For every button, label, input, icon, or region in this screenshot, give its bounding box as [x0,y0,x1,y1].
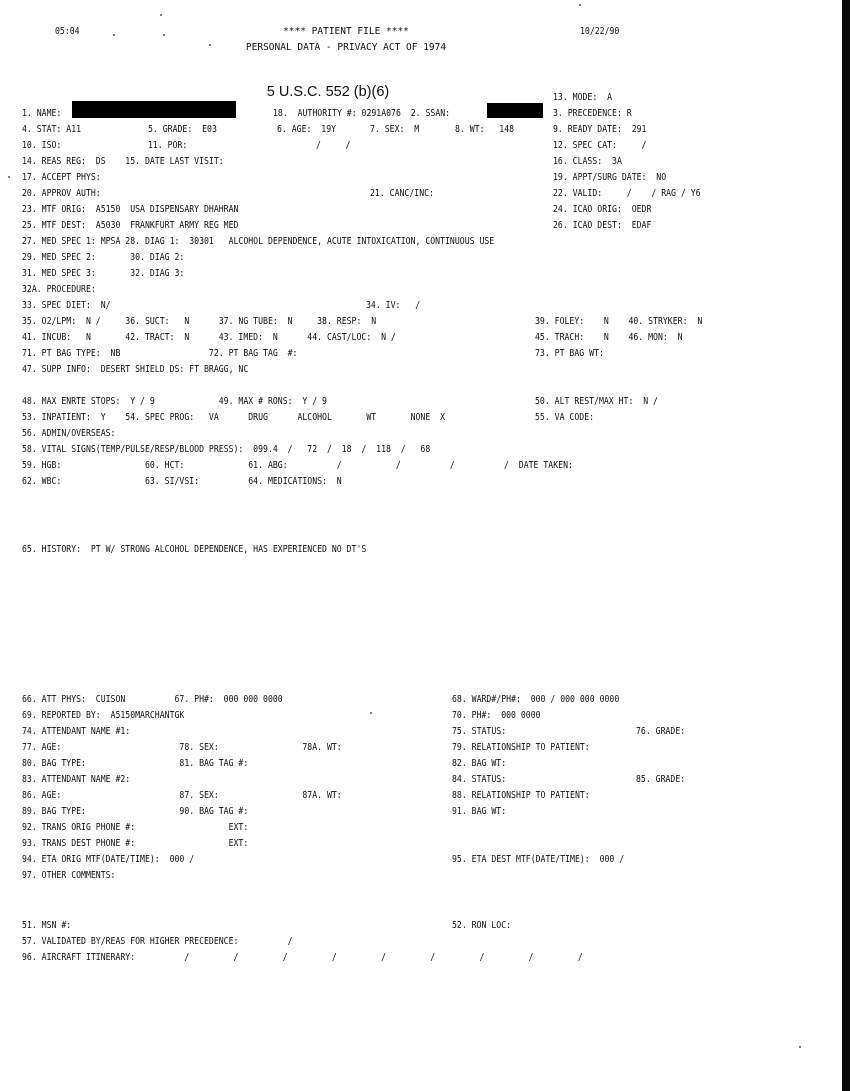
scan-speck [370,712,372,714]
field-41-44-incub-cast: 41. INCUB: N 42. TRACT: N 43. IMED: N 44. CAST/LOC: N / [22,332,396,343]
field-91-bag-wt: 91. BAG WT: [452,806,507,817]
field-31-32-med-spec-3: 31. MED SPEC 3: 32. DIAG 3: [22,268,185,279]
field-27-28-med-spec-diag: 27. MED SPEC 1: MPSA 28. DIAG 1: 30301 ALCOHOL DEPENDENCE, ACUTE INTOXICATION, CONTINUOUS USE [22,236,495,247]
field-25-mtf-dest: 25. MTF DEST: A5030 FRANKFURT ARMY REG MED [22,220,239,231]
field-80-81-bag: 80. BAG TYPE: 81. BAG TAG #: [22,758,249,769]
field-12-spec-cat: 12. SPEC CAT: / [553,140,647,151]
field-94-eta-orig: 94. ETA ORIG MTF(DATE/TIME): 000 / [22,854,195,865]
field-48-49-enroute: 48. MAX ENRTE STOPS: Y / 9 49. MAX # RONS: Y / 9 [22,396,327,407]
field-71-72-pt-bag: 71. PT BAG TYPE: NB 72. PT BAG TAG #: [22,348,298,359]
field-10-slashes: / / [316,140,351,151]
field-96-aircraft-itinerary: 96. AIRCRAFT ITINERARY: / / / / / / / / / [22,952,583,963]
field-4-stat: 4. STAT: A11 [22,124,82,135]
field-82-bag-wt: 82. BAG WT: [452,758,507,769]
field-6-age: 6. AGE: 19Y [277,124,337,135]
scan-speck [799,1046,801,1048]
scan-speck [8,176,10,178]
field-23-mtf-orig: 23. MTF ORIG: A5150 USA DISPENSARY DHAHRAN [22,204,239,215]
field-47-supp-info: 47. SUPP INFO: DESERT SHIELD DS: FT BRAGG, NC [22,364,249,375]
field-17-accept-phys: 17. ACCEPT PHYS: [22,172,101,183]
scan-speck [579,4,581,6]
field-22-valid: 22. VALID: / / RAG / Y6 [553,188,701,199]
field-9-ready-date: 9. READY DATE: 291 [553,124,647,135]
field-89-90-bag: 89. BAG TYPE: 90. BAG TAG #: [22,806,249,817]
field-3-precedence: 3. PRECEDENCE: R [553,108,632,119]
field-66-67-att-phys: 66. ATT PHYS: CUISON 67. PH#: 000 000 0000 [22,694,283,705]
field-34-iv: 34. IV: / [366,300,421,311]
document-subtitle: PERSONAL DATA - PRIVACY ACT OF 1974 [245,42,447,53]
field-92-trans-orig-phone: 92. TRANS ORIG PHONE #: EXT: [22,822,249,833]
scan-speck [209,44,211,46]
field-79-relationship: 79. RELATIONSHIP TO PATIENT: [452,742,590,753]
field-32a-procedure: 32A. PROCEDURE: [22,284,96,295]
field-10-iso: 10. ISO: [22,140,62,151]
field-56-admin-overseas: 56. ADMIN/OVERSEAS: [22,428,116,439]
field-74-attendant-1: 74. ATTENDANT NAME #1: [22,726,131,737]
field-93-trans-dest-phone: 93. TRANS DEST PHONE #: EXT: [22,838,249,849]
field-19-appt-surg-date: 19. APPT/SURG DATE: NO [553,172,667,183]
field-55-va-code: 55. VA CODE: [535,412,595,423]
field-53-54-inpatient-spec-prog: 53. INPATIENT: Y 54. SPEC PROG: VA DRUG ALCOHOL WT NONE X [22,412,446,423]
field-35-38-equipment: 35. O2/LPM: N / 36. SUCT: N 37. NG TUBE: N 38. RESP: N [22,316,377,327]
foia-exemption-stamp: 5 U.S.C. 552 (b)(6) [266,84,390,100]
field-88-relationship: 88. RELATIONSHIP TO PATIENT: [452,790,590,801]
field-59-61-labs: 59. HGB: 60. HCT: 61. ABG: / / / / DATE TAKEN: [22,460,573,471]
field-13-mode: 13. MODE: A [553,92,613,103]
scan-edge-bar [842,0,850,1091]
redaction-name-block [72,101,236,118]
field-14-15-reas-reg: 14. REAS REG: DS 15. DATE LAST VISIT: [22,156,224,167]
field-69-reported-by: 69. REPORTED BY: A5150MARCHANTGK [22,710,185,721]
field-57-validated-by: 57. VALIDATED BY/REAS FOR HIGHER PRECEDENCE: / [22,936,293,947]
field-84-status: 84. STATUS: [452,774,507,785]
field-62-64-wbc-medications: 62. WBC: 63. SI/VSI: 64. MEDICATIONS: N [22,476,342,487]
field-24-icao-orig: 24. ICAO ORIG: OEDR [553,204,652,215]
field-85-grade: 85. GRADE: [636,774,686,785]
field-77-78a-age-sex-wt: 77. AGE: 78. SEX: 78A. WT: [22,742,342,753]
field-39-40-foley-stryker: 39. FOLEY: N 40. STRYKER: N [535,316,703,327]
field-76-grade: 76. GRADE: [636,726,686,737]
field-45-46-trach-mon: 45. TRACH: N 46. MON: N [535,332,683,343]
field-51-msn: 51. MSN #: [22,920,72,931]
field-65-history: 65. HISTORY: PT W/ STRONG ALCOHOL DEPENDENCE, HAS EXPERIENCED NO DT'S [22,544,367,555]
field-68-ward-ph: 68. WARD#/PH#: 000 / 000 000 0000 [452,694,620,705]
field-5-grade: 5. GRADE: E03 [148,124,217,135]
print-date: 10/22/90 [580,26,620,37]
field-21-canc-inc: 21. CANC/INC: [370,188,434,199]
field-52-ron-loc: 52. RON LOC: [452,920,512,931]
scan-speck [160,14,162,16]
field-97-other-comments: 97. OTHER COMMENTS: [22,870,116,881]
field-95-eta-dest: 95. ETA DEST MTF(DATE/TIME): 000 / [452,854,625,865]
field-29-30-med-spec-2: 29. MED SPEC 2: 30. DIAG 2: [22,252,185,263]
field-33-spec-diet: 33. SPEC DIET: N/ [22,300,111,311]
field-75-status: 75. STATUS: [452,726,507,737]
field-26-icao-dest: 26. ICAO DEST: EDAF [553,220,652,231]
scan-speck [163,34,165,36]
field-1-name: 1. NAME: [22,108,62,119]
field-70-ph: 70. PH#: 000 0000 [452,710,541,721]
field-18-authority-2-ssan: 18. AUTHORITY #: 0291A076 2. SSAN: [273,108,451,119]
field-83-attendant-2: 83. ATTENDANT NAME #2: [22,774,131,785]
field-58-vital-signs: 58. VITAL SIGNS(TEMP/PULSE/RESP/BLOOD PRESS): 099.4 / 72 / 18 / 118 / 68 [22,444,431,455]
field-7-sex: 7. SEX: M [370,124,420,135]
field-11-por: 11. POR: [148,140,188,151]
field-73-pt-bag-wt: 73. PT BAG WT: [535,348,604,359]
field-16-class: 16. CLASS: 3A [553,156,622,167]
field-86-87a-age-sex-wt: 86. AGE: 87. SEX: 87A. WT: [22,790,342,801]
document-title: **** PATIENT FILE **** [283,26,409,37]
field-8-wt: 8. WT: 148 [455,124,515,135]
scan-speck [113,34,115,36]
field-50-alt-rest: 50. ALT REST/MAX HT: N / [535,396,658,407]
redaction-ssan-block [487,103,543,118]
field-20-approv-auth: 20. APPROV AUTH: [22,188,101,199]
print-time: 05:04 [55,26,80,37]
